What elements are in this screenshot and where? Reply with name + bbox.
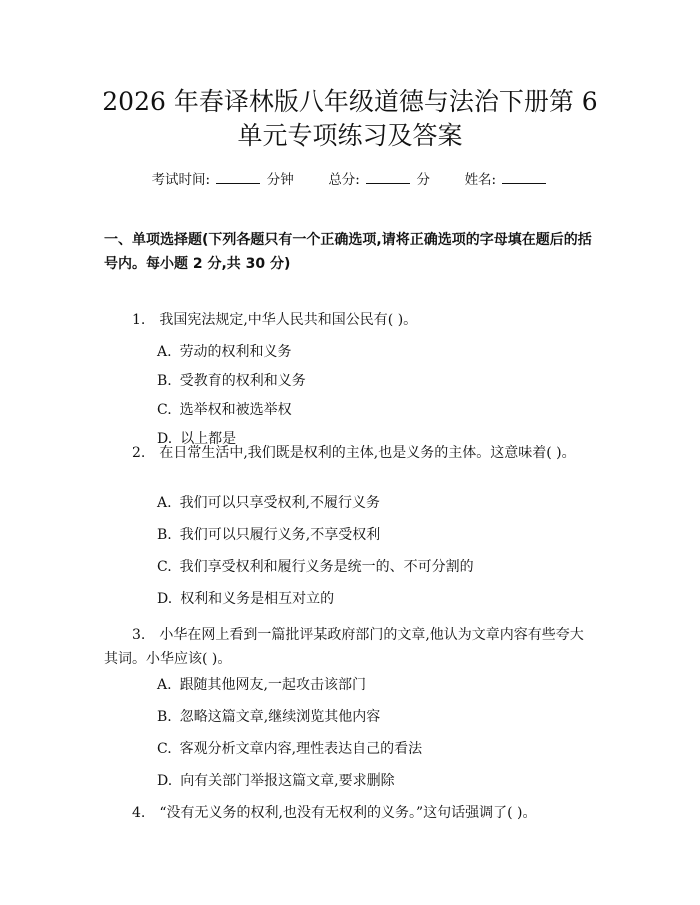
document-title-line-1: 2026 年春译林版八年级道德与法治下册第 6 bbox=[102, 87, 598, 116]
question-4 bbox=[104, 801, 594, 825]
option-3a: A. 跟随其他网友,一起攻击该部门 bbox=[157, 677, 367, 693]
question-text: 小华在网上看到一篇批评某政府部门的文章,他认为文章内容有些夸大其词。小华应该( )。 bbox=[104, 627, 584, 667]
question-number: 3. bbox=[132, 627, 146, 643]
question-text: “没有无义务的权利,也没有无权利的义务。”这句话强调了( )。 bbox=[159, 805, 537, 821]
score-label: 总分: bbox=[328, 172, 360, 188]
option-1c: C. 选举权和被选举权 bbox=[157, 402, 292, 418]
option-2d: D. 权利和义务是相互对立的 bbox=[157, 591, 335, 607]
score-blank bbox=[366, 171, 410, 184]
score-unit: 分 bbox=[416, 172, 430, 188]
option-2b: B. 我们可以只履行义务,不享受权利 bbox=[157, 527, 381, 543]
time-blank bbox=[216, 171, 260, 184]
option-2a: A. 我们可以只享受权利,不履行义务 bbox=[157, 495, 381, 511]
exam-meta-line bbox=[0, 168, 700, 188]
option-3b: B. 忽略这篇文章,继续浏览其他内容 bbox=[157, 709, 381, 725]
option-3c: C. 客观分析文章内容,理性表达自己的看法 bbox=[157, 741, 423, 757]
time-unit: 分钟 bbox=[266, 172, 294, 188]
question-number: 2. bbox=[132, 445, 146, 461]
time-label: 考试时间: bbox=[151, 172, 211, 188]
question-text: 我国宪法规定,中华人民共和国公民有( )。 bbox=[159, 312, 418, 328]
option-1b: B. 受教育的权利和义务 bbox=[157, 373, 306, 389]
question-text: 在日常生活中,我们既是权利的主体,也是义务的主体。这意味着( )。 bbox=[159, 445, 576, 461]
name-blank bbox=[502, 171, 546, 184]
section-heading: 一、单项选择题(下列各题只有一个正确选项,请将正确选项的字母填在题后的括号内。每小题 2 分,共 30 分) bbox=[104, 232, 592, 272]
question-3 bbox=[104, 623, 594, 671]
option-1a: A. 劳动的权利和义务 bbox=[157, 344, 292, 360]
question-1 bbox=[104, 308, 594, 332]
option-1d: D. 以上都是 bbox=[157, 431, 237, 447]
question-number: 4. bbox=[132, 805, 146, 821]
question-number: 1. bbox=[132, 312, 146, 328]
document-title-line-2: 单元专项练习及答案 bbox=[237, 121, 463, 150]
question-2 bbox=[104, 441, 594, 465]
option-3d: D. 向有关部门举报这篇文章,要求删除 bbox=[157, 773, 395, 789]
name-label: 姓名: bbox=[464, 172, 497, 188]
option-2c: C. 我们享受权利和履行义务是统一的、不可分割的 bbox=[157, 559, 474, 575]
